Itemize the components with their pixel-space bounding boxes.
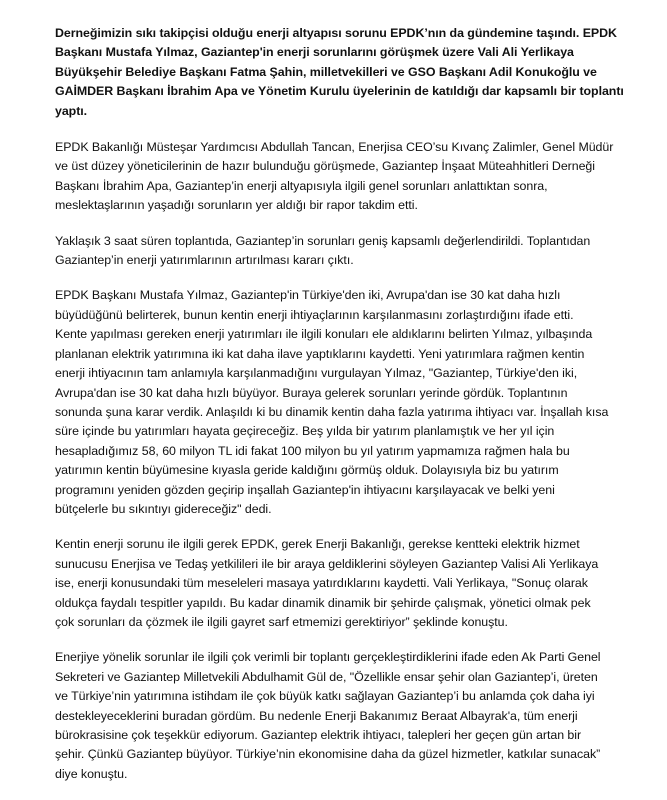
text-line: büyüdüğünü belirterek, bunun kentin enerji ihtiyaçlarının karşılanmasını zorlaştırdığını ifade etti.	[55, 307, 574, 322]
body-paragraph	[55, 232, 615, 271]
text-line: Sekreteri ve Gaziantep Milletvekili Abdulhamit Gül de, "Özellikle ensar şehir olan Gaziantep’i, üreten	[55, 669, 598, 684]
text-line: Avrupa'dan ise 30 kat daha hızlı büyüyor. Buraya gelerek sorunları yerinde gördük. Toplantının	[55, 385, 568, 400]
text-line: ve üst düzey yöneticilerinin de hazır bulunduğu görüşmede, Gaziantep İnşaat Müteahhitleri Derneği	[55, 159, 595, 174]
text-line: Büyükşehir Belediye Başkanı Fatma Şahin, milletvekilleri ve GSO Başkanı Adil Konukoğlu ve	[55, 64, 597, 79]
body-paragraph	[55, 535, 615, 632]
text-line: Kente yapılması gereken enerji yatırımları ile ilgili konuları ele aldıklarını belirten Yılmaz, yılbaşında	[55, 327, 593, 342]
text-line: hesapladığımız 58, 60 milyon TL idi fakat 100 milyon bu yıl yatırım yapmamıza rağmen hala bu	[55, 443, 570, 458]
text-line: Enerjiye yönelik sorunlar ile ilgili çok verimli bir toplantı gerçekleştirdiklerini ifade eden Ak Parti Genel	[55, 650, 601, 665]
text-line: programını yeniden gözden geçirip inşallah Gaziantep'in ihtiyacını karşılayacak ve belki yeni	[55, 482, 555, 497]
body-paragraph	[55, 138, 615, 216]
text-line: meslektaşlarının yaşadığı sorunların yer aldığı bir rapor takdim etti.	[55, 198, 418, 213]
lead-paragraph	[55, 24, 624, 121]
text-line: GAİMDER Başkanı İbrahim Apa ve Yönetim Kurulu üyelerinin de katıldığı dar kapsamlı bir toplantı	[55, 84, 624, 99]
text-line: ve Türkiye’nin yatırımına istihdam ile çok büyük katkı sağlayan Gaziantep’i bu anlamda çok daha iyi	[55, 689, 595, 704]
text-line: destekleyeceklerini buradan gördüm. Bu nedenle Enerji Bakanımız Beraat Albayrak'a, tüm enerji	[55, 708, 578, 723]
text-line: bütçelerle bu sıkıntıyı gidereceğiz" dedi.	[55, 501, 272, 516]
text-line: enerji ihtiyacının tam anlamıyla karşılanmadığını vurgulayan Yılmaz, "Gaziantep, Türkiye'den iki,	[55, 366, 578, 381]
text-line: Derneğimizin sıkı takipçisi olduğu enerji altyapısı sorunu EPDK’nın da gündemine taşındı. EPDK	[55, 26, 617, 40]
body-paragraph	[55, 648, 615, 784]
text-line: Gaziantep’in enerji yatırımlarının artırılması kararı çıktı.	[55, 253, 354, 268]
text-line: bürokrasisine çok teşekkür ediyorum. Gaziantep elektrik ihtiyacı, talepleri her geçen gün artan bir	[55, 728, 582, 742]
text-line: oldukça faydalı tespitler yapıldı. Bu kadar dinamik dinamik bir şehirde çalışmak, yönetici olmak pek	[55, 595, 591, 610]
text-line: planlanan elektrik yatırımına iki kat daha ilave yaptıklarını kaydetti. Yeni yatırımlara rağmen kentin	[55, 346, 585, 361]
text-line: süre içinde bu yatırımları hayata geçireceğiz. Beş yılda bir yatırım planlamıştık ve her yıl için	[55, 424, 555, 439]
text-line: ise, enerji konusundaki tüm meseleleri masaya yatırdıklarını kaydetti. Vali Yerlikaya, "Sonuç olarak	[55, 576, 588, 591]
text-line: yaptı.	[55, 103, 88, 118]
text-line: EPDK Bakanlığı Müsteşar Yardımcısı Abdullah Tancan, Enerjisa CEO’su Kıvanç Zalimler, Genel Müdür	[55, 140, 614, 155]
text-line: çok sorunları da çözmek ile ilgili gayret sarf etmemizi gerektiriyor” şeklinde konuştu.	[55, 614, 508, 629]
article-body	[55, 24, 624, 800]
text-line: Kentin enerji sorunu ile ilgili gerek EPDK, gerek Enerji Bakanlığı, gerekse kentteki elektrik hizmet	[55, 537, 580, 552]
body-paragraph	[55, 286, 615, 519]
text-line: Başkanı Mustafa Yılmaz, Gaziantep'in enerji sorunlarını görüşmek üzere Vali Ali Yerlikaya	[55, 45, 574, 60]
text-line: yatırımın kentin büyümesine kıyasla geride kaldığını görmüş olduk. Dolayısıyla biz bu yatırım	[55, 463, 559, 478]
text-line: Yaklaşık 3 saat süren toplantıda, Gaziantep’in sorunları geniş kapsamlı değerlendirildi. Toplantıdan	[55, 233, 591, 248]
text-line: sunucusu Enerjisa ve Tedaş yetkilileri ile bir araya geldiklerini söyleyen Gaziantep Valisi Ali Yerlikaya	[55, 556, 599, 571]
text-line: EPDK Başkanı Mustafa Yılmaz, Gaziantep'in Türkiye'den iki, Avrupa'dan ise 30 kat daha hızlı	[55, 288, 561, 303]
text-line: Başkanı İbrahim Apa, Gaziantep’in enerji altyapısıyla ilgili genel sorunları anlattıktan sonra,	[55, 178, 548, 193]
text-line: diye konuştu.	[55, 766, 128, 781]
text-line: şehir. Çünkü Gaziantep büyüyor. Türkiye’nin ekonomisine daha da güzel hizmetler, katkılar sunacak”	[55, 747, 601, 762]
text-line: sonunda şuna karar verdik. Anlaşıldı ki bu dinamik kentin daha fazla yatırıma ihtiyacı var. İnşallah kısa	[55, 404, 609, 419]
